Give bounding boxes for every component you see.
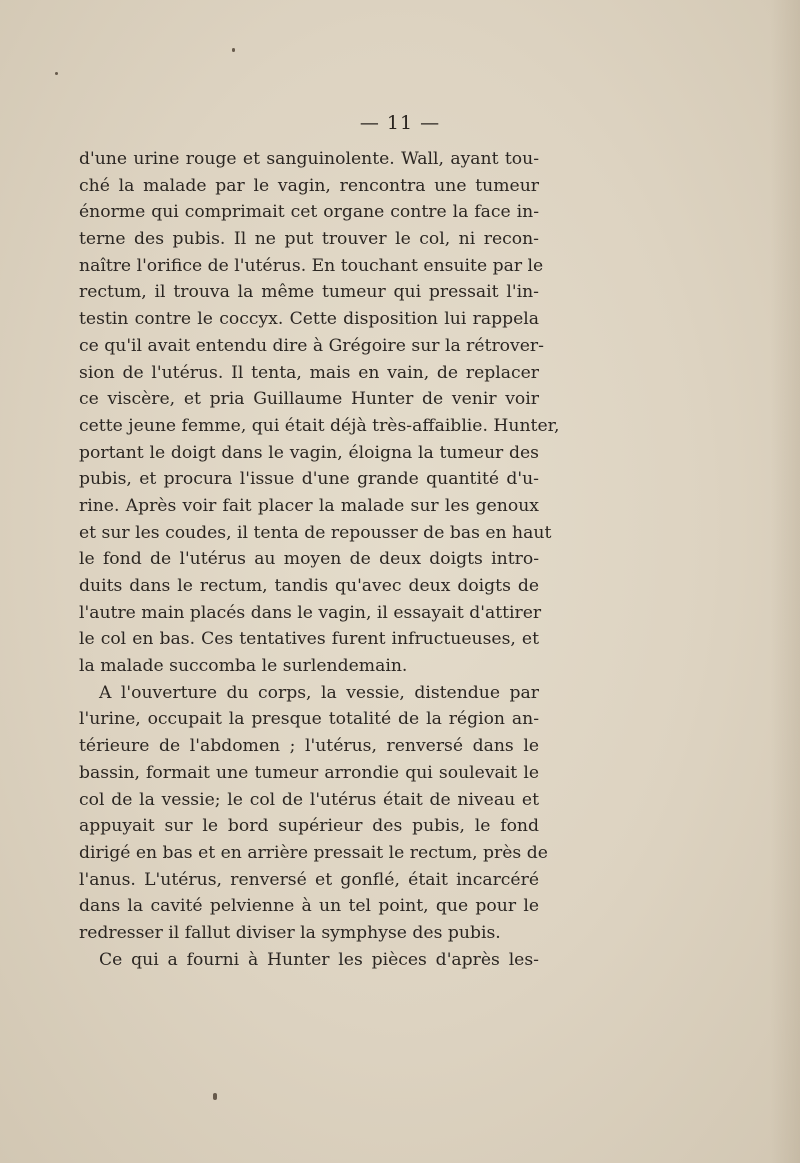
page-edge-shadow: [770, 0, 800, 1163]
text-line: Ce qui a fourni à Hunter les pièces d'après les-: [99, 949, 539, 970]
text-line: et sur les coudes, il tenta de repousser de bas en haut: [79, 522, 552, 543]
text-line: le fond de l'utérus au moyen de deux doigts intro-: [79, 549, 539, 570]
text-line: col de la vessie; le col de l'utérus était de niveau et: [79, 789, 539, 810]
text-line: testin contre le coccyx. Cette disposition lui rappela: [79, 309, 539, 330]
ink-speck: [213, 1093, 217, 1100]
text-line: énorme qui comprimait cet organe contre la face in-: [79, 202, 539, 223]
text-line: l'autre main placés dans le vagin, il essayait d'attirer: [79, 602, 542, 623]
text-line: sion de l'utérus. Il tenta, mais en vain, de replacer: [79, 362, 539, 383]
text-line: térieure de l'abdomen ; l'utérus, renversé dans le: [79, 736, 539, 757]
text-line: naître l'orifice de l'utérus. En touchant ensuite par le: [79, 255, 544, 276]
text-line: duits dans le rectum, tandis qu'avec deux doigts de: [79, 576, 539, 596]
text-line: A l'ouverture du corps, la vessie, distendue par: [99, 682, 539, 703]
text-line: cette jeune femme, qui était déjà très-affaiblie. Hunter,: [79, 415, 560, 436]
text-line: dirigé en bas et en arrière pressait le rectum, près de: [79, 842, 548, 863]
text-line: bassin, formait une tumeur arrondie qui soulevait le: [79, 762, 539, 783]
text-line: le col en bas. Ces tentatives furent infructueuses, et: [79, 629, 539, 650]
text-line: la malade succomba le surlendemain.: [79, 656, 408, 677]
text-line: d'une urine rouge et sanguinolente. Wall, ayant tou-: [79, 149, 539, 169]
text-line: rectum, il trouva la même tumeur qui pressait l'in-: [79, 282, 539, 303]
text-line: ce qu'il avait entendu dire à Grégoire sur la rétrover-: [79, 335, 544, 356]
text-line: pubis, et procura l'issue d'une grande quantité d'u-: [79, 469, 539, 490]
text-line: rine. Après voir fait placer la malade sur les genoux: [79, 495, 539, 516]
text-line: terne des pubis. Il ne put trouver le col, ni recon-: [79, 229, 539, 250]
text-line: appuyait sur le bord supérieur des pubis, le fond: [79, 816, 539, 837]
body-text: [79, 146, 560, 973]
ink-speck: [232, 48, 235, 52]
text-line: l'anus. L'utérus, renversé et gonflé, était incarcéré: [79, 869, 539, 890]
text-line: redresser il fallut diviser la symphyse des pubis.: [79, 922, 501, 943]
text-line: portant le doigt dans le vagin, éloigna la tumeur des: [79, 442, 539, 463]
ink-speck: [55, 72, 58, 75]
text-line: ce viscère, et pria Guillaume Hunter de venir voir: [79, 389, 539, 410]
text-line: dans la cavité pelvienne à un tel point, que pour le: [79, 896, 539, 917]
text-line: l'urine, occupait la presque totalité de la région an-: [79, 709, 539, 730]
page-number: — 11 —: [359, 112, 441, 134]
text-line: ché la malade par le vagin, rencontra une tumeur: [79, 175, 539, 196]
